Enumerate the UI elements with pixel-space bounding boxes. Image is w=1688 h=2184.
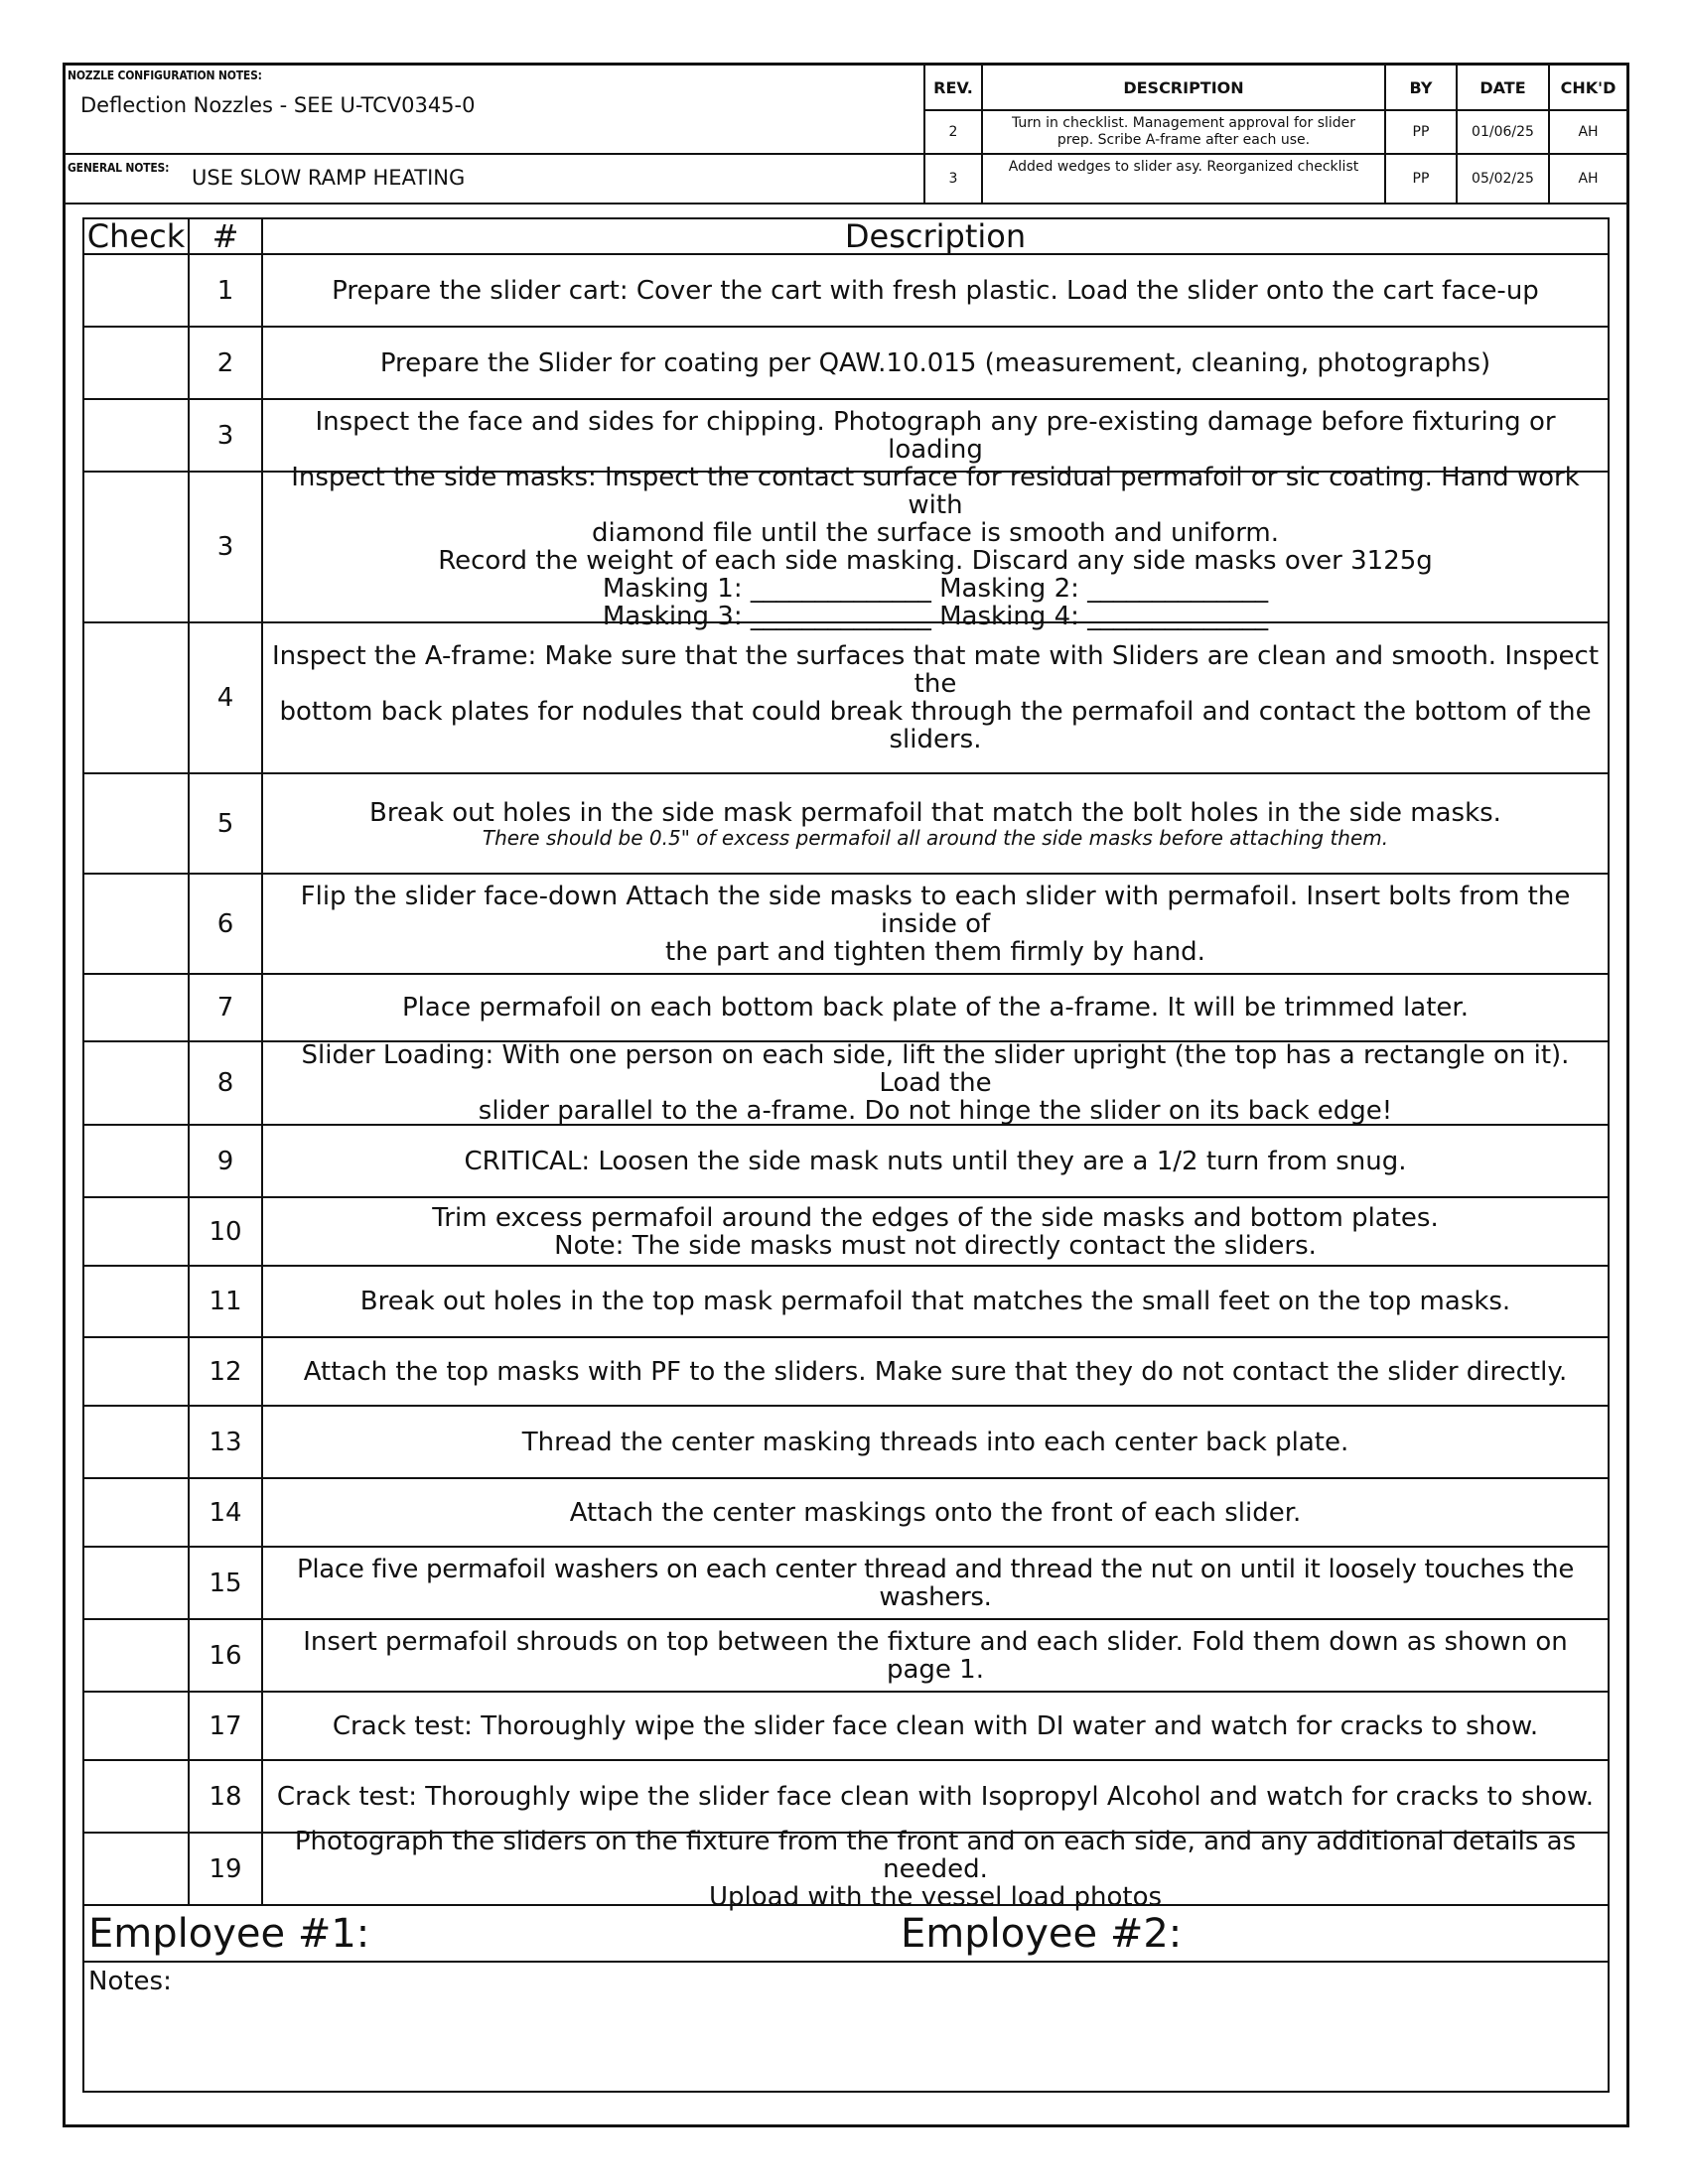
step-number: 10 — [190, 1198, 263, 1265]
step-text: Record the weight of each side masking. Discard any side masks over 3125g — [438, 546, 1433, 576]
check-box[interactable] — [84, 1407, 190, 1477]
step-description — [263, 1198, 1608, 1265]
employee-1-field[interactable]: Employee #1: — [88, 1911, 370, 1957]
step-row — [84, 1548, 1608, 1620]
check-box[interactable] — [84, 1338, 190, 1405]
step-text: Trim excess permafoil around the edges of the side masks and bottom plates. — [432, 1202, 1439, 1233]
step-text: Inspect the side masks: Inspect the contact surface for residual permafoil or sic coating. Hand work with — [291, 463, 1580, 520]
step-number: 7 — [190, 975, 263, 1040]
step-row — [84, 1407, 1608, 1479]
check-box[interactable] — [84, 1198, 190, 1265]
rev-3-number: 3 — [925, 155, 983, 205]
step-number: 12 — [190, 1338, 263, 1405]
nozzle-notes-label: NOZZLE CONFIGURATION NOTES: — [68, 68, 262, 82]
step-row — [84, 774, 1608, 875]
step-number: 16 — [190, 1620, 263, 1691]
employee-row — [84, 1906, 1608, 1963]
step-description — [263, 1126, 1608, 1196]
rev-2-date: 01/06/25 — [1458, 111, 1550, 155]
step-description — [263, 1267, 1608, 1336]
step-text: Note: The side masks must not directly contact the sliders. — [554, 1230, 1317, 1261]
check-box[interactable] — [84, 774, 190, 873]
title-block — [66, 66, 1626, 205]
step-row — [84, 875, 1608, 975]
step-row — [84, 1761, 1608, 1834]
check-box[interactable] — [84, 473, 190, 621]
step-text: Photograph the sliders on the fixture from the front and on each side, and any additional details as needed. — [294, 1826, 1577, 1884]
notes-area[interactable] — [84, 1963, 1608, 2091]
step-text: the part and tighten them firmly by hand. — [665, 936, 1205, 967]
rev-3-date: 05/02/25 — [1458, 155, 1550, 205]
chkd-header: CHK'D — [1550, 66, 1626, 111]
step-description — [263, 1620, 1608, 1691]
step-description — [263, 463, 1608, 631]
step-row — [84, 1620, 1608, 1693]
nozzle-notes-value: Deflection Nozzles - SEE U-TCV0345-0 — [80, 93, 476, 117]
check-box[interactable] — [84, 1267, 190, 1336]
check-box[interactable] — [84, 255, 190, 326]
step-note: There should be 0.5" of excess permafoil all around the side masks before attaching them. — [482, 825, 1389, 850]
check-box[interactable] — [84, 1620, 190, 1691]
step-text: bottom back plates for nodules that could break through the permafoil and contact the bottom of the sliders. — [279, 697, 1592, 754]
step-description — [263, 975, 1608, 1040]
step-text: Prepare the Slider for coating per QAW.10.015 (measurement, cleaning, photographs) — [379, 347, 1491, 378]
step-row — [84, 975, 1608, 1042]
step-number: 3 — [190, 400, 263, 471]
step-number: 5 — [190, 774, 263, 873]
step-row — [84, 1479, 1608, 1548]
step-description — [263, 1761, 1608, 1832]
rev-3-by: PP — [1386, 155, 1458, 205]
step-number: 2 — [190, 328, 263, 398]
step-text: Flip the slider face-down Attach the side masks to each slider with permafoil. Insert bolts from the inside of — [300, 881, 1571, 939]
step-row — [84, 1126, 1608, 1198]
checklist-header-row — [84, 219, 1608, 255]
step-text: diamond file until the surface is smooth and uniform. — [591, 518, 1280, 548]
general-notes-cell — [66, 155, 925, 205]
step-text: Prepare the slider cart: Cover the cart with fresh plastic. Load the slider onto the cart face-up — [332, 275, 1539, 306]
step-text: Break out holes in the side mask permafoil that match the bolt holes in the side masks. — [369, 797, 1501, 828]
step-number: 8 — [190, 1042, 263, 1124]
step-number: 13 — [190, 1407, 263, 1477]
step-number: 3 — [190, 473, 263, 621]
check-box[interactable] — [84, 328, 190, 398]
step-number: 9 — [190, 1126, 263, 1196]
check-box[interactable] — [84, 1548, 190, 1618]
step-text: slider parallel to the a-frame. Do not hinge the slider on its back edge! — [478, 1096, 1393, 1126]
step-description — [263, 1826, 1608, 1912]
step-text: Attach the center maskings onto the front of each slider. — [569, 1497, 1302, 1528]
check-box[interactable] — [84, 400, 190, 471]
rev-2-number: 2 — [925, 111, 983, 155]
step-description — [263, 774, 1608, 873]
step-number: 19 — [190, 1834, 263, 1904]
step-text: Insert permafoil shrouds on top between the fixture and each slider. Fold them down as shown on page 1. — [303, 1626, 1568, 1685]
check-box[interactable] — [84, 1834, 190, 1904]
step-row — [84, 463, 1608, 631]
step-text: Upload with the vessel load photos — [708, 1881, 1163, 1912]
step-text: Inspect the A-frame: Make sure that the surfaces that mate with Sliders are clean and smooth. Inspect the — [271, 641, 1600, 699]
step-row — [84, 1338, 1608, 1407]
step-row — [84, 1826, 1608, 1912]
step-row — [84, 255, 1608, 328]
step-text: Slider Loading: With one person on each side, lift the slider upright (the top has a rectangle on it). Load the — [301, 1040, 1570, 1098]
step-text: Crack test: Thoroughly wipe the slider face clean with DI water and watch for cracks to show. — [332, 1710, 1539, 1741]
description-column-header: Description — [844, 217, 1027, 255]
masking-weight-field[interactable]: Masking 1: ______________ Masking 2: ______________ — [602, 574, 1269, 604]
rev-3-chkd: AH — [1550, 155, 1626, 205]
check-box[interactable] — [84, 1761, 190, 1832]
description-header: DESCRIPTION — [983, 66, 1386, 111]
general-notes-label: GENERAL NOTES: — [68, 161, 170, 175]
step-description — [263, 1042, 1608, 1124]
step-number: 6 — [190, 875, 263, 973]
step-description — [263, 1407, 1608, 1477]
number-column-header: # — [190, 219, 263, 253]
step-number: 15 — [190, 1548, 263, 1618]
step-text: Place five permafoil washers on each center thread and thread the nut on until it loosely touches the washers. — [296, 1554, 1575, 1612]
step-text: Break out holes in the top mask permafoil that matches the small feet on the top masks. — [359, 1287, 1511, 1316]
step-text: CRITICAL: Loosen the side mask nuts until they are a 1/2 turn from snug. — [464, 1146, 1407, 1176]
step-row — [84, 1267, 1608, 1338]
check-box[interactable] — [84, 875, 190, 973]
date-header: DATE — [1458, 66, 1550, 111]
step-text: Thread the center masking threads into each center back plate. — [521, 1427, 1349, 1457]
step-number: 4 — [190, 623, 263, 772]
step-description — [263, 328, 1608, 398]
rev-2-description: Turn in checklist. Management approval for slider prep. Scribe A-frame after each use. — [983, 111, 1386, 155]
check-column-header: Check — [84, 219, 190, 253]
step-row — [84, 1042, 1608, 1126]
rev-3-description: Added wedges to slider asy. Reorganized checklist — [983, 155, 1386, 205]
check-box[interactable] — [84, 1126, 190, 1196]
step-description — [263, 1693, 1608, 1759]
check-box[interactable] — [84, 1042, 190, 1124]
step-description — [263, 1479, 1608, 1546]
checklist-table — [82, 217, 1610, 2093]
step-row — [84, 623, 1608, 774]
step-text: Attach the top masks with PF to the sliders. Make sure that they do not contact the slider directly. — [303, 1356, 1568, 1387]
step-description — [263, 1548, 1608, 1618]
check-box[interactable] — [84, 975, 190, 1040]
by-header: BY — [1386, 66, 1458, 111]
step-number: 11 — [190, 1267, 263, 1336]
nozzle-notes-cell — [66, 66, 925, 155]
step-number: 18 — [190, 1761, 263, 1832]
check-box[interactable] — [84, 623, 190, 772]
step-row — [84, 1693, 1608, 1761]
rev-2-by: PP — [1386, 111, 1458, 155]
rev-header: REV. — [925, 66, 983, 111]
step-text: Inspect the face and sides for chipping. Photograph any pre-existing damage before fixturing or loading — [315, 406, 1556, 465]
step-number: 17 — [190, 1693, 263, 1759]
form-frame — [63, 63, 1629, 2127]
step-description — [263, 875, 1608, 973]
check-box[interactable] — [84, 1693, 190, 1759]
step-text: Crack test: Thoroughly wipe the slider face clean with Isopropyl Alcohol and watch for cracks to show. — [276, 1781, 1595, 1812]
step-description — [263, 255, 1608, 326]
step-description — [263, 400, 1608, 471]
general-notes-value: USE SLOW RAMP HEATING — [192, 166, 466, 190]
step-row — [84, 328, 1608, 400]
step-description — [263, 623, 1608, 772]
step-number: 14 — [190, 1479, 263, 1546]
rev-2-chkd: AH — [1550, 111, 1626, 155]
notes-label: Notes: — [88, 1967, 172, 1996]
check-box[interactable] — [84, 1479, 190, 1546]
employee-2-field[interactable]: Employee #2: — [901, 1911, 1183, 1957]
step-row — [84, 1198, 1608, 1267]
masking-weight-field[interactable]: Masking 3: ______________ Masking 4: ______________ — [602, 602, 1269, 631]
step-description — [263, 1338, 1608, 1405]
step-text: Place permafoil on each bottom back plate of the a-frame. It will be trimmed later. — [402, 993, 1469, 1023]
step-number: 1 — [190, 255, 263, 326]
